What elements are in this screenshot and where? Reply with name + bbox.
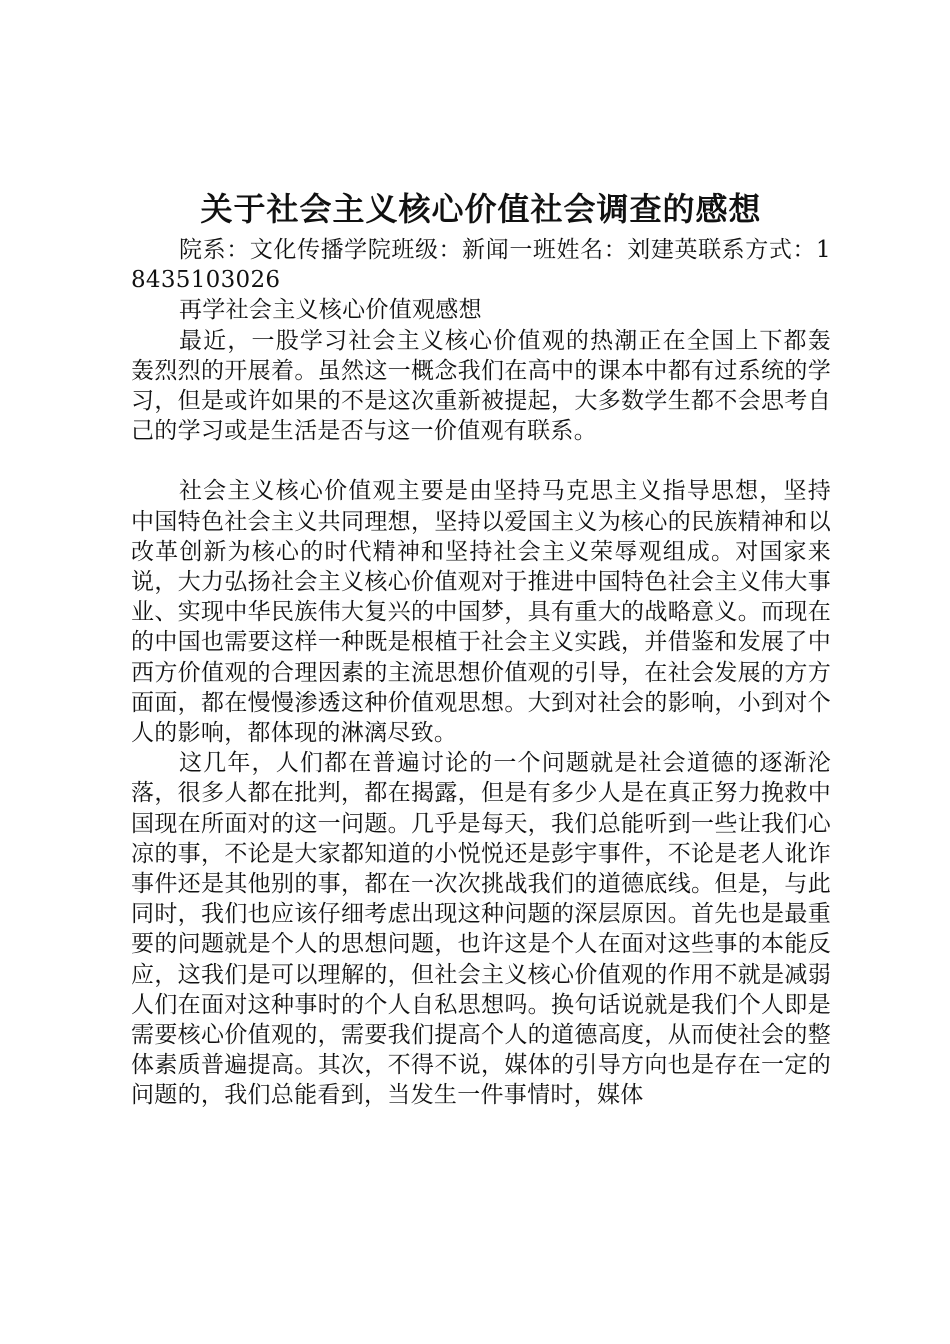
document-page — [131, 183, 831, 1111]
document-title: 关于社会主义核心价值社会调查的感想 — [200, 190, 762, 228]
author-info-line: 院系：文化传播学院班级：新闻一班姓名：刘建英联系方式：18435103026 — [131, 237, 831, 294]
document-subtitle: 再学社会主义核心价值观感想 — [179, 297, 482, 324]
paragraph-spacer — [131, 446, 831, 476]
paragraph-2: 社会主义核心价值观主要是由坚持马克思主义指导思想，坚持中国特色社会主义共同理想，坚持以爱国主义为核心的民族精神和以改革创新为核心的时代精神和坚持社会主义荣辱观组成。对国家来说，大力弘扬社会主义核心价值观对于推进中国特色社会主义伟大事业、实现中华民族伟大复兴的中国梦，具有重大的战略意义。而现在的中国也需要这样一种既是根植于社会主义实践，并借鉴和发展了中西方价值观的合理因素的主流思想价值观的引导，在社会发展的方方面面，都在慢慢渗透这种价值观思想。大到对社会的影响，小到对个人的影响，都体现的淋漓尽致。 — [131, 478, 831, 747]
paragraph-3: 这几年，人们都在普遍讨论的一个问题就是社会道德的逐渐沦落，很多人都在批判，都在揭露，但是有多少人是在真正努力挽救中国现在所面对的这一问题。几乎是每天，我们总能听到一些让我们心凉的事，不论是大家都知道的小悦悦还是彭宇事件，不论是老人讹诈事件还是其他别的事，都在一次次挑战我们的道德底线。但是，与此同时，我们也应该仔细考虑出现这种问题的深层原因。首先也是最重要的问题就是个人的思想问题，也许这是个人在面对这些事的本能反应，这我们是可以理解的，但社会主义核心价值观的作用不就是减弱人们在面对这种事时的个人自私思想吗。换句话说就是我们个人即是需要核心价值观的，需要我们提高个人的道德高度，从而使社会的整体素质普遍提高。其次，不得不说，媒体的引导方向也是存在一定的问题的，我们总能看到，当发生一件事情时，媒体 — [131, 750, 831, 1109]
paragraph-1: 最近，一股学习社会主义核心价值观的热潮正在全国上下都轰轰烈烈的开展着。虽然这一概念我们在高中的课本中都有过系统的学习，但是或许如果的不是这次重新被提起，大多数学生都不会思考自己的学习或是生活是否与这一价值观有联系。 — [131, 327, 831, 445]
